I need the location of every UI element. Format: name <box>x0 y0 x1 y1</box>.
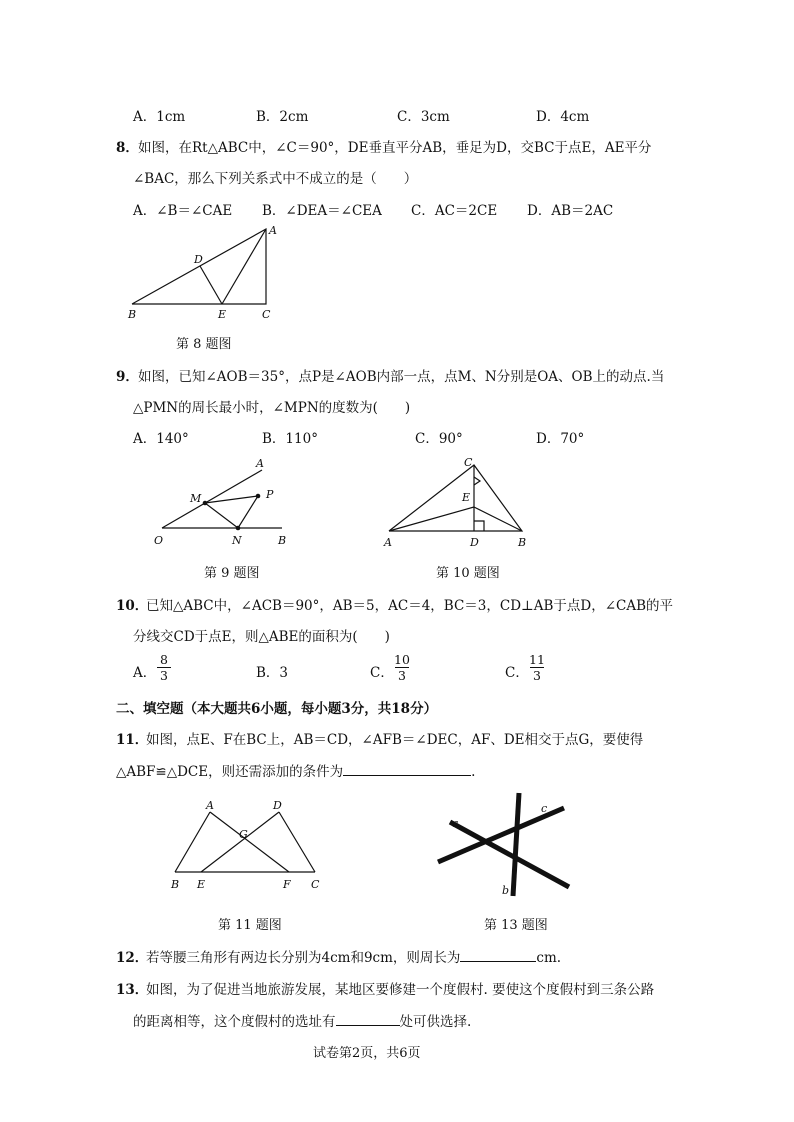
q13-number: 13． <box>116 982 149 998</box>
q9-label-p: P <box>266 488 274 501</box>
q10-option-c-num: 10 <box>394 652 410 667</box>
q12-answer-blank[interactable] <box>460 947 536 962</box>
page-footer: 试卷第2页，共6页 <box>313 1046 421 1061</box>
q8-label-d: D <box>194 253 203 266</box>
q12-unit: cm. <box>536 950 562 966</box>
q9-number: 9． <box>116 369 139 385</box>
q10-option-c-den: 3 <box>397 668 406 683</box>
q10-label-d: D <box>470 536 479 549</box>
q10-label-c: C <box>464 456 473 469</box>
q13-text-line2-end: 处可供选择. <box>399 1014 472 1030</box>
q10-label-a: A <box>384 536 392 549</box>
q12-number: 12． <box>116 950 149 966</box>
q10-number: 10． <box>116 598 149 614</box>
q8-option-c: C．AC＝2CE <box>411 203 498 219</box>
q9-label-o: O <box>154 534 164 547</box>
q9-option-d: D．70° <box>536 431 585 447</box>
q10-option-d-fraction <box>529 652 545 683</box>
q13-figure <box>430 790 580 900</box>
q9-label-n: N <box>232 534 242 547</box>
q7-option-c: C．3cm <box>397 109 450 125</box>
q10-option-a-den: 3 <box>160 668 168 683</box>
q9-option-c: C．90° <box>415 431 463 447</box>
q9-caption: 第 9 题图 <box>204 566 260 581</box>
q13-label-a: a <box>452 817 459 830</box>
q10-option-a-fraction <box>157 652 171 683</box>
q8-option-b: B．∠DEA＝∠CEA <box>262 203 382 219</box>
q8-text-line2: ∠BAC，那么下列关系式中不成立的是（ ） <box>133 171 418 187</box>
q10-option-c-label: C． <box>370 665 394 681</box>
q11-text-line2-body: △ABF≌△DCE，则还需添加的条件为 <box>116 764 344 780</box>
q7-option-d: D．4cm <box>536 109 590 125</box>
q10-option-d-den: 3 <box>532 668 541 683</box>
q9-label-a: A <box>256 457 264 470</box>
q11-figure <box>165 798 330 893</box>
q8-option-d: D．AB＝2AC <box>527 203 614 219</box>
q7-option-b: B．2cm <box>256 109 309 125</box>
q13-answer-blank[interactable] <box>336 1011 400 1026</box>
q11-label-e: E <box>197 878 206 891</box>
q12-text <box>146 946 561 966</box>
q13-label-c: c <box>541 802 548 815</box>
q13-text-line2-body: 的距离相等，这个度假村的选址有 <box>133 1014 336 1030</box>
q11-label-d: D <box>273 799 282 812</box>
q11-label-c: C <box>311 878 320 891</box>
q8-caption: 第 8 题图 <box>176 337 232 352</box>
q9-text-line1: 如图，已知∠AOB＝35°，点P是∠AOB内部一点，点M、N分别是OA、OB上的动点.当 <box>138 369 665 385</box>
q11-caption: 第 11 题图 <box>218 918 282 933</box>
q9-option-b: B．110° <box>262 431 318 447</box>
q10-option-d-label: C． <box>505 665 529 681</box>
q9-option-a: A．140° <box>133 431 189 447</box>
q10-option-c-fraction <box>394 652 410 683</box>
q12-text-body: 若等腰三角形有两边长分别为4cm和9cm，则周长为 <box>146 950 461 966</box>
q9-label-m: M <box>190 492 202 505</box>
q11-label-a: A <box>206 799 214 812</box>
q8-figure <box>120 220 290 330</box>
q8-label-a: A <box>269 224 277 237</box>
q7-option-a: A．1cm <box>133 109 186 125</box>
q11-text-line2-end: . <box>471 764 476 780</box>
q11-label-f: F <box>283 878 291 891</box>
q10-option-b: B．3 <box>256 665 289 681</box>
q11-number: 11． <box>116 732 149 748</box>
q8-label-c: C <box>262 308 271 321</box>
q13-text-line1: 如图，为了促进当地旅游发展，某地区要修建一个度假村. 要使这个度假村到三条公路 <box>146 982 655 998</box>
q11-label-g: G <box>239 828 248 841</box>
q8-label-e: E <box>218 308 227 321</box>
q10-caption: 第 10 题图 <box>436 566 500 581</box>
q8-text-line1: 如图，在Rt△ABC中，∠C＝90°，DE垂直平分AB，垂足为D，交BC于点E，AE平分 <box>138 140 652 156</box>
q10-option-a-label: A． <box>133 665 157 681</box>
q10-label-e: E <box>462 491 471 504</box>
q13-caption: 第 13 题图 <box>484 918 548 933</box>
q11-answer-blank[interactable] <box>343 761 471 776</box>
q10-text-line1: 已知△ABC中，∠ACB＝90°，AB＝5，AC＝4，BC＝3，CD⊥AB于点D，∠CAB的平 <box>146 598 674 614</box>
q10-option-a-num: 8 <box>160 652 168 667</box>
q9-text-line2: △PMN的周长最小时，∠MPN的度数为( ) <box>133 400 411 416</box>
q10-option-d-num: 11 <box>529 652 545 667</box>
q11-text-line2 <box>116 760 475 780</box>
q10-text-line2: 分线交CD于点E，则△ABE的面积为( ) <box>133 629 390 645</box>
q13-label-b: b <box>502 884 510 897</box>
q11-label-b: B <box>171 878 180 891</box>
q13-text-line2 <box>133 1010 471 1030</box>
q8-option-a: A．∠B＝∠CAE <box>133 203 233 219</box>
q9-label-b: B <box>278 534 287 547</box>
q10-label-b: B <box>518 536 527 549</box>
q11-text-line1: 如图，点E、F在BC上，AB＝CD，∠AFB＝∠DEC，AF、DE相交于点G，要使得 <box>146 732 644 748</box>
q8-label-b: B <box>128 308 137 321</box>
q10-figure <box>380 455 530 550</box>
q9-figure <box>150 452 300 547</box>
section2-heading: 二、填空题（本大题共6小题，每小题3分，共18分） <box>116 701 438 717</box>
q8-number: 8． <box>116 140 139 156</box>
